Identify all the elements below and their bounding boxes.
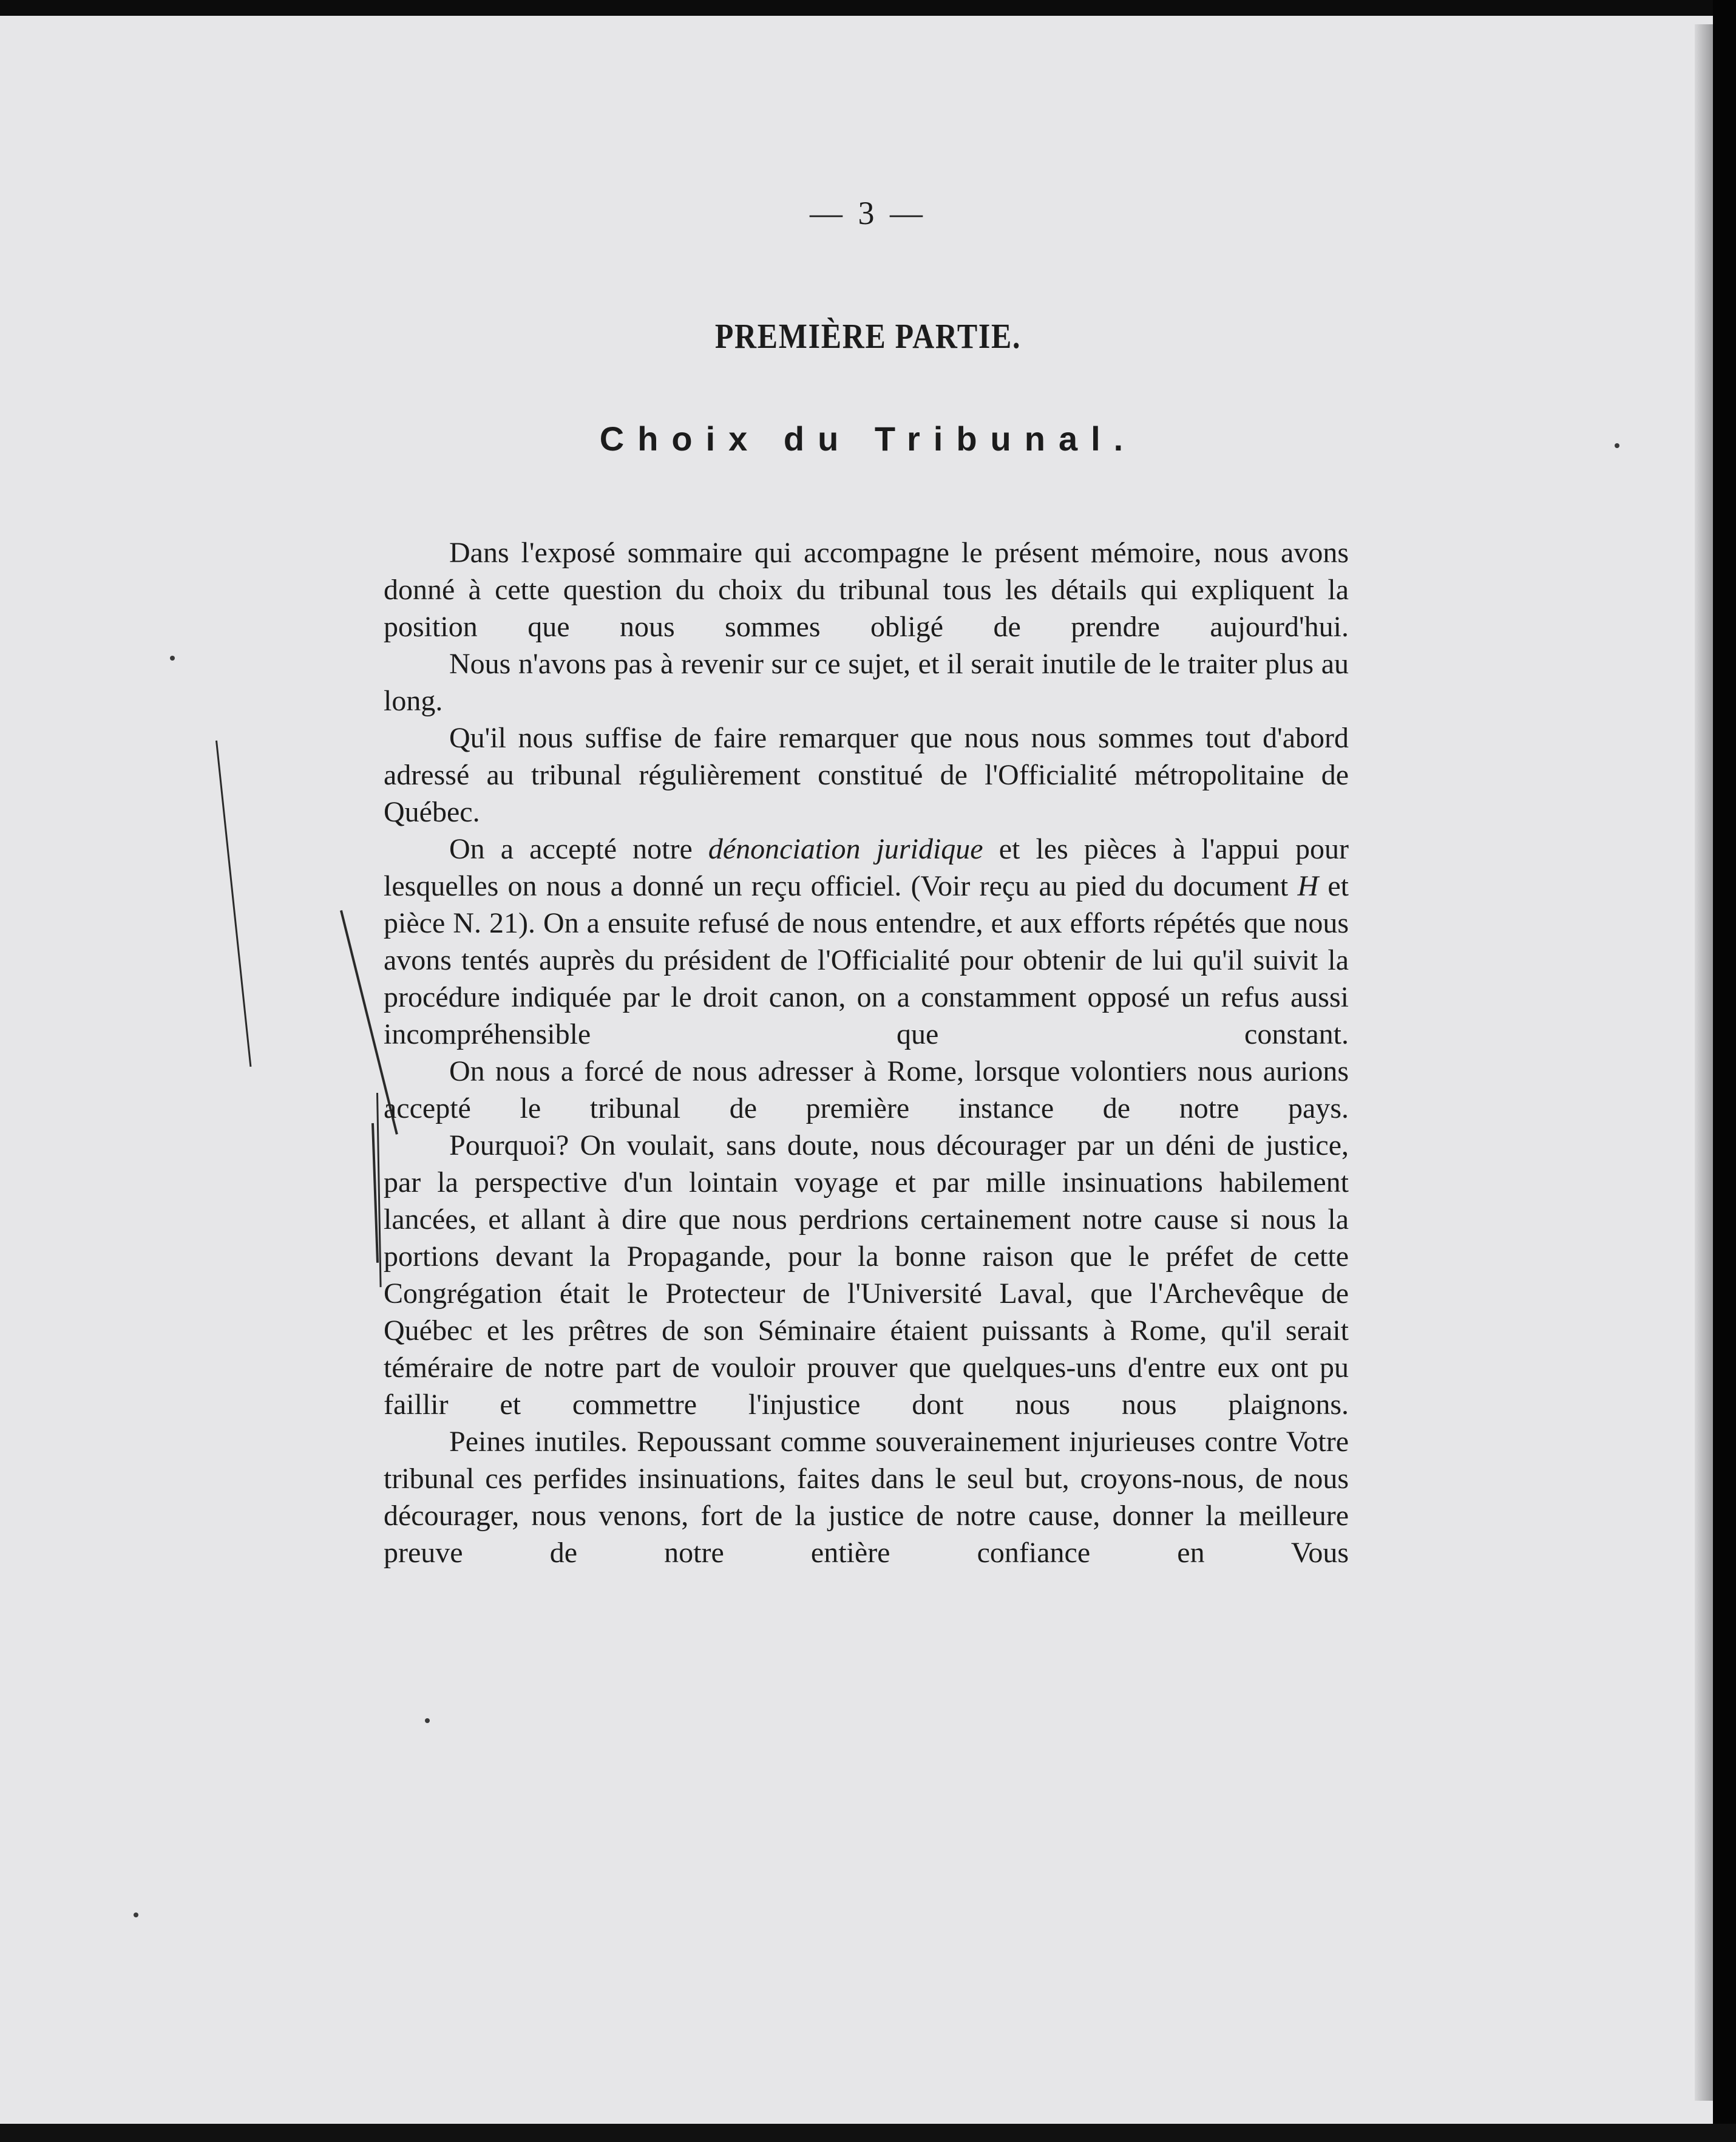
margin-pencil-line [215,741,251,1067]
scan-edge-right [1713,0,1736,2142]
paragraph-italic: dénonciation juridique [708,833,983,865]
paragraph: On nous a forcé de nous adresser à Rome, lorsque volontiers nous aurions accepté le tribunal de première instance de notre pays. [384,1055,1349,1124]
part-title: PREMIÈRE PARTIE. [714,316,1022,356]
section-title: Choix du Tribunal. [599,420,1137,458]
scan-speck [134,1912,138,1917]
paragraph-text: On a accepté notre [449,833,708,865]
paragraph: Dans l'exposé sommaire qui accompagne le présent mémoire, nous avons donné à cette question du choix du tribunal tous les détails qui expliquent la position que nous sommes obligé de prendre aujourd'hui. [384,537,1349,643]
scan-edge-top [0,0,1736,16]
scan-speck [425,1718,430,1723]
paragraph: Qu'il nous suffise de faire remarquer que nous nous sommes tout d'abord adressé au tribunal régulièrement constitué de l'Officialité métropolitaine de Québec. [384,722,1349,828]
paragraph-text: et pièce N. 21). On a ensuite refusé de nous entendre, et aux efforts répétés que nous avons tentés auprès du président de l'Officialité pour obtenir de lui qu'il suivit la procédure indiquée par le droit canon, on a constamment opposé un refus aussi incompréhensible que constant. [384,870,1349,1050]
paragraph-text: et les pièces à l'appui pour lesquelles on nous a donné un reçu officiel. (Voir reçu au pied du document [384,833,1349,902]
paragraph: Pourquoi? On voulait, sans doute, nous décourager par un déni de justice, par la perspective d'un lointain voyage et par mille insinuations habilement lancées, et allant à dire que nous perdrions certainement notre cause si nous la portions devant la Propagande, pour la bonne raison que le préfet de cette Congrégation était le Protecteur de l'Université Laval, que l'Archevêque de Québec et les prêtres de son Séminaire étaient puissants à Rome, qu'il serait téméraire de notre part de vouloir prouver que quelques-uns d'entre eux ont pu faillir et commettre l'injustice dont nous nous plaignons. [384,1129,1349,1421]
paragraph: Peines inutiles. Repoussant comme souverainement injurieuses contre Votre tribunal ces perfides insinuations, faites dans le seul but, croyons-nous, de nous décourager, nous venons, fort de la justice de notre cause, donner la meilleure preuve de notre entière confiance en Vous [384,1426,1349,1569]
page-curl-shadow [1695,24,1713,2101]
scan-edge-bottom [0,2124,1736,2142]
paragraph [384,831,1349,1053]
paragraph: Nous n'avons pas à revenir sur ce sujet, et il serait inutile de le traiter plus au long. [384,648,1349,717]
body-text [384,534,1349,1571]
paragraph-italic: H [1297,870,1319,902]
page-number: — 3 — [810,195,926,231]
scan-speck [170,656,175,661]
